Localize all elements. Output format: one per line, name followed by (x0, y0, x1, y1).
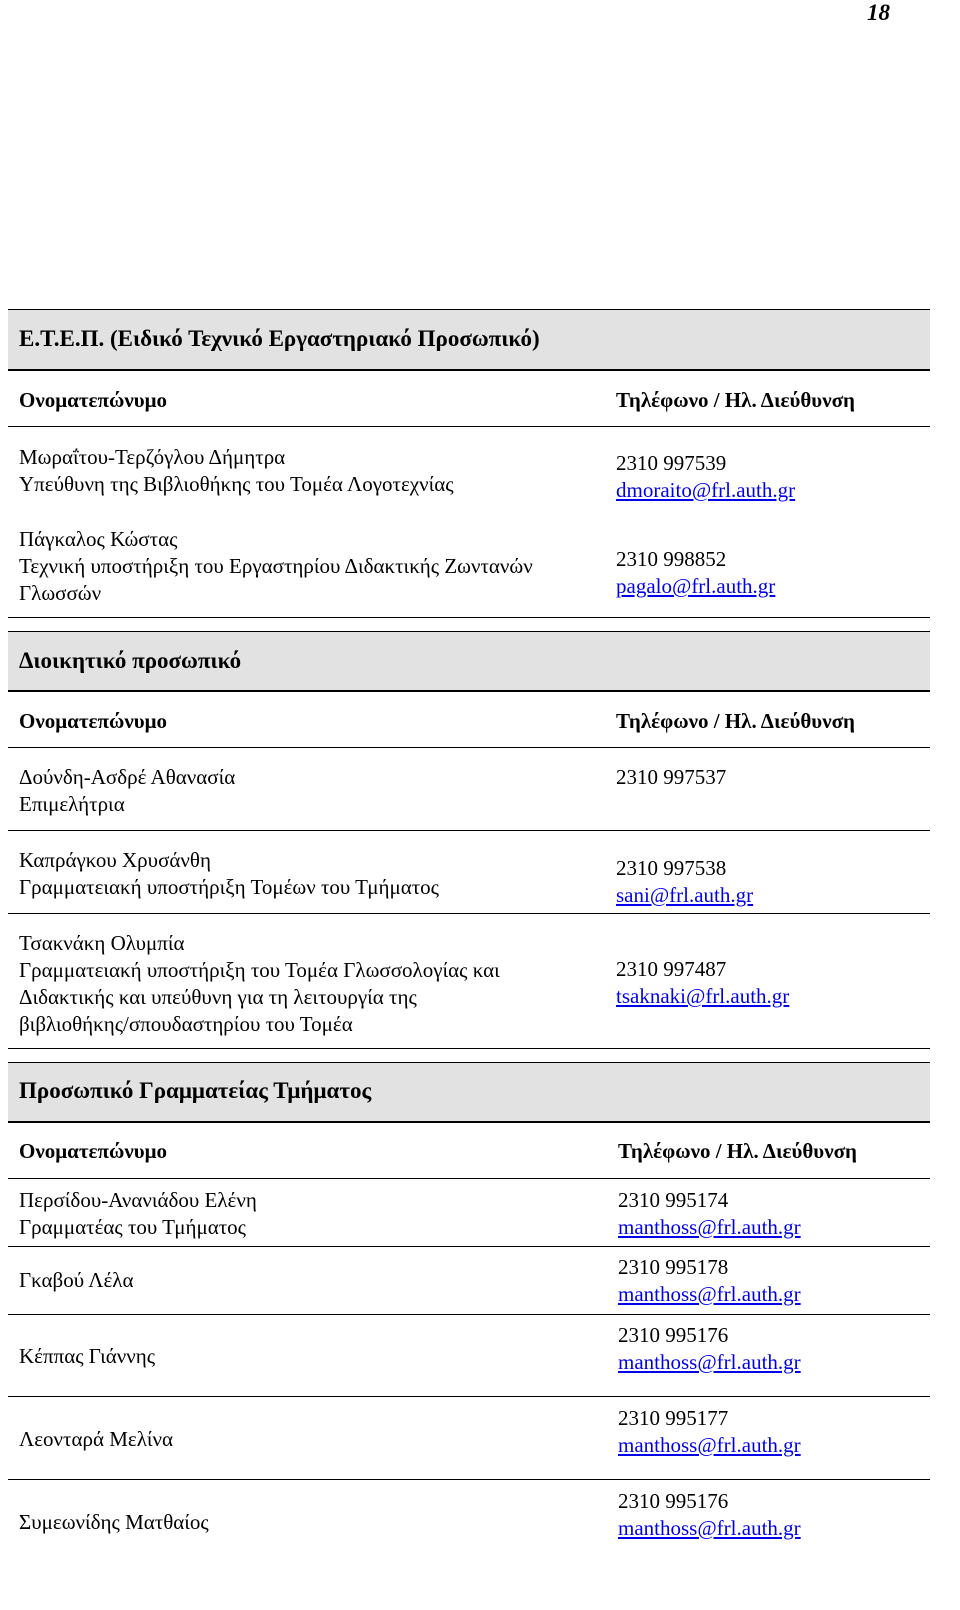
row-divider (8, 1314, 930, 1315)
phone-number: 2310 997537 (616, 765, 727, 789)
phone-number: 2310 995176 (618, 1489, 729, 1513)
row-divider (8, 747, 930, 748)
row-divider (8, 1048, 930, 1049)
staff-contact (618, 1405, 801, 1459)
staff-name: Γκαβού Λέλα (19, 1268, 134, 1292)
staff-contact (618, 1488, 801, 1542)
column-header-contact: Τηλέφωνο / Ηλ. Διεύθυνση (616, 709, 855, 733)
phone-number: 2310 997487 (616, 957, 727, 981)
staff-contact (616, 764, 726, 791)
staff-entry (19, 526, 533, 607)
staff-contact (618, 1254, 801, 1308)
section-title-administrative: Διοικητικό προσωπικό (19, 648, 242, 673)
staff-role: Επιμελήτρια (19, 792, 125, 816)
staff-entry (19, 1343, 155, 1370)
column-header-name: Ονοματεπώνυμο (19, 1139, 168, 1163)
staff-contact (618, 1322, 801, 1376)
section-divider (8, 369, 930, 371)
staff-name: Καπράγκου Χρυσάνθη (19, 848, 211, 872)
staff-entry (19, 1187, 257, 1241)
email-link[interactable]: manthoss@frl.auth.gr (618, 1282, 801, 1306)
staff-contact (618, 1187, 801, 1241)
phone-number: 2310 997538 (616, 856, 727, 880)
staff-entry (19, 764, 235, 818)
staff-role: Γραμματειακή υποστήριξη του Τομέα Γλωσσολογίας και (19, 958, 500, 982)
staff-name: Περσίδου-Ανανιάδου Ελένη (19, 1188, 257, 1212)
phone-number: 2310 995176 (618, 1323, 729, 1347)
staff-role: Υπεύθυνη της Βιβλιοθήκης του Τομέα Λογοτεχνίας (19, 472, 454, 496)
staff-contact (616, 855, 753, 909)
section-title-etep: Ε.Τ.Ε.Π. (Ειδικό Τεχνικό Εργαστηριακό Προσωπικό) (19, 326, 540, 351)
email-link[interactable]: manthoss@frl.auth.gr (618, 1516, 801, 1540)
email-link[interactable]: manthoss@frl.auth.gr (618, 1215, 801, 1239)
staff-contact (616, 956, 789, 1010)
staff-entry (19, 1509, 209, 1536)
staff-entry (19, 1426, 173, 1453)
staff-name: Δούνδη-Ασδρέ Αθανασία (19, 765, 236, 789)
phone-number: 2310 995178 (618, 1255, 729, 1279)
column-header-name: Ονοματεπώνυμο (19, 388, 168, 412)
row-divider (8, 830, 930, 831)
staff-role: Διδακτικής και υπεύθυνη για τη λειτουργία της (19, 985, 417, 1009)
section-divider (8, 690, 930, 692)
section-title-secretariat: Προσωπικό Γραμματείας Τμήματος (19, 1078, 372, 1103)
phone-number: 2310 998852 (616, 547, 727, 571)
staff-contact (616, 546, 775, 600)
staff-role: Τεχνική υποστήριξη του Εργαστηρίου Διδακτικής Ζωντανών (19, 554, 533, 578)
row-divider (8, 1479, 930, 1480)
email-link[interactable]: tsaknaki@frl.auth.gr (616, 984, 790, 1008)
staff-role: Γραμματειακή υποστήριξη Τομέων του Τμήματος (19, 875, 439, 899)
staff-name: Μωραΐτου-Τερζόγλου Δήμητρα (19, 445, 286, 469)
staff-entry (19, 444, 454, 498)
email-link[interactable]: dmoraito@frl.auth.gr (616, 478, 796, 502)
section-divider (8, 1121, 930, 1123)
phone-number: 2310 997539 (616, 451, 727, 475)
staff-entry (19, 847, 439, 901)
staff-name: Συμεωνίδης Ματθαίος (19, 1510, 209, 1534)
column-header-name: Ονοματεπώνυμο (19, 709, 168, 733)
staff-role: βιβλιοθήκης/σπουδαστηρίου του Τομέα (19, 1012, 353, 1036)
staff-entry (19, 930, 500, 1038)
staff-entry (19, 1267, 133, 1294)
row-divider (8, 913, 930, 914)
row-divider (8, 1396, 930, 1397)
column-header-contact: Τηλέφωνο / Ηλ. Διεύθυνση (616, 388, 855, 412)
staff-contact (616, 450, 795, 504)
staff-name: Τσακνάκη Ολυμπία (19, 931, 185, 955)
staff-name: Λεονταρά Μελίνα (19, 1427, 174, 1451)
page-number: 18 (867, 0, 890, 25)
staff-name: Πάγκαλος Κώστας (19, 527, 178, 551)
phone-number: 2310 995174 (618, 1188, 729, 1212)
email-link[interactable]: pagalo@frl.auth.gr (616, 574, 776, 598)
staff-role: Γραμματέας του Τμήματος (19, 1215, 246, 1239)
column-header-contact: Τηλέφωνο / Ηλ. Διεύθυνση (618, 1139, 857, 1163)
email-link[interactable]: sani@frl.auth.gr (616, 883, 754, 907)
row-divider (8, 1178, 930, 1179)
row-divider (8, 426, 930, 427)
row-divider (8, 1246, 930, 1247)
staff-name: Κέππας Γιάννης (19, 1344, 156, 1368)
email-link[interactable]: manthoss@frl.auth.gr (618, 1433, 801, 1457)
staff-role: Γλωσσών (19, 581, 102, 605)
email-link[interactable]: manthoss@frl.auth.gr (618, 1350, 801, 1374)
row-divider (8, 617, 930, 618)
phone-number: 2310 995177 (618, 1406, 729, 1430)
